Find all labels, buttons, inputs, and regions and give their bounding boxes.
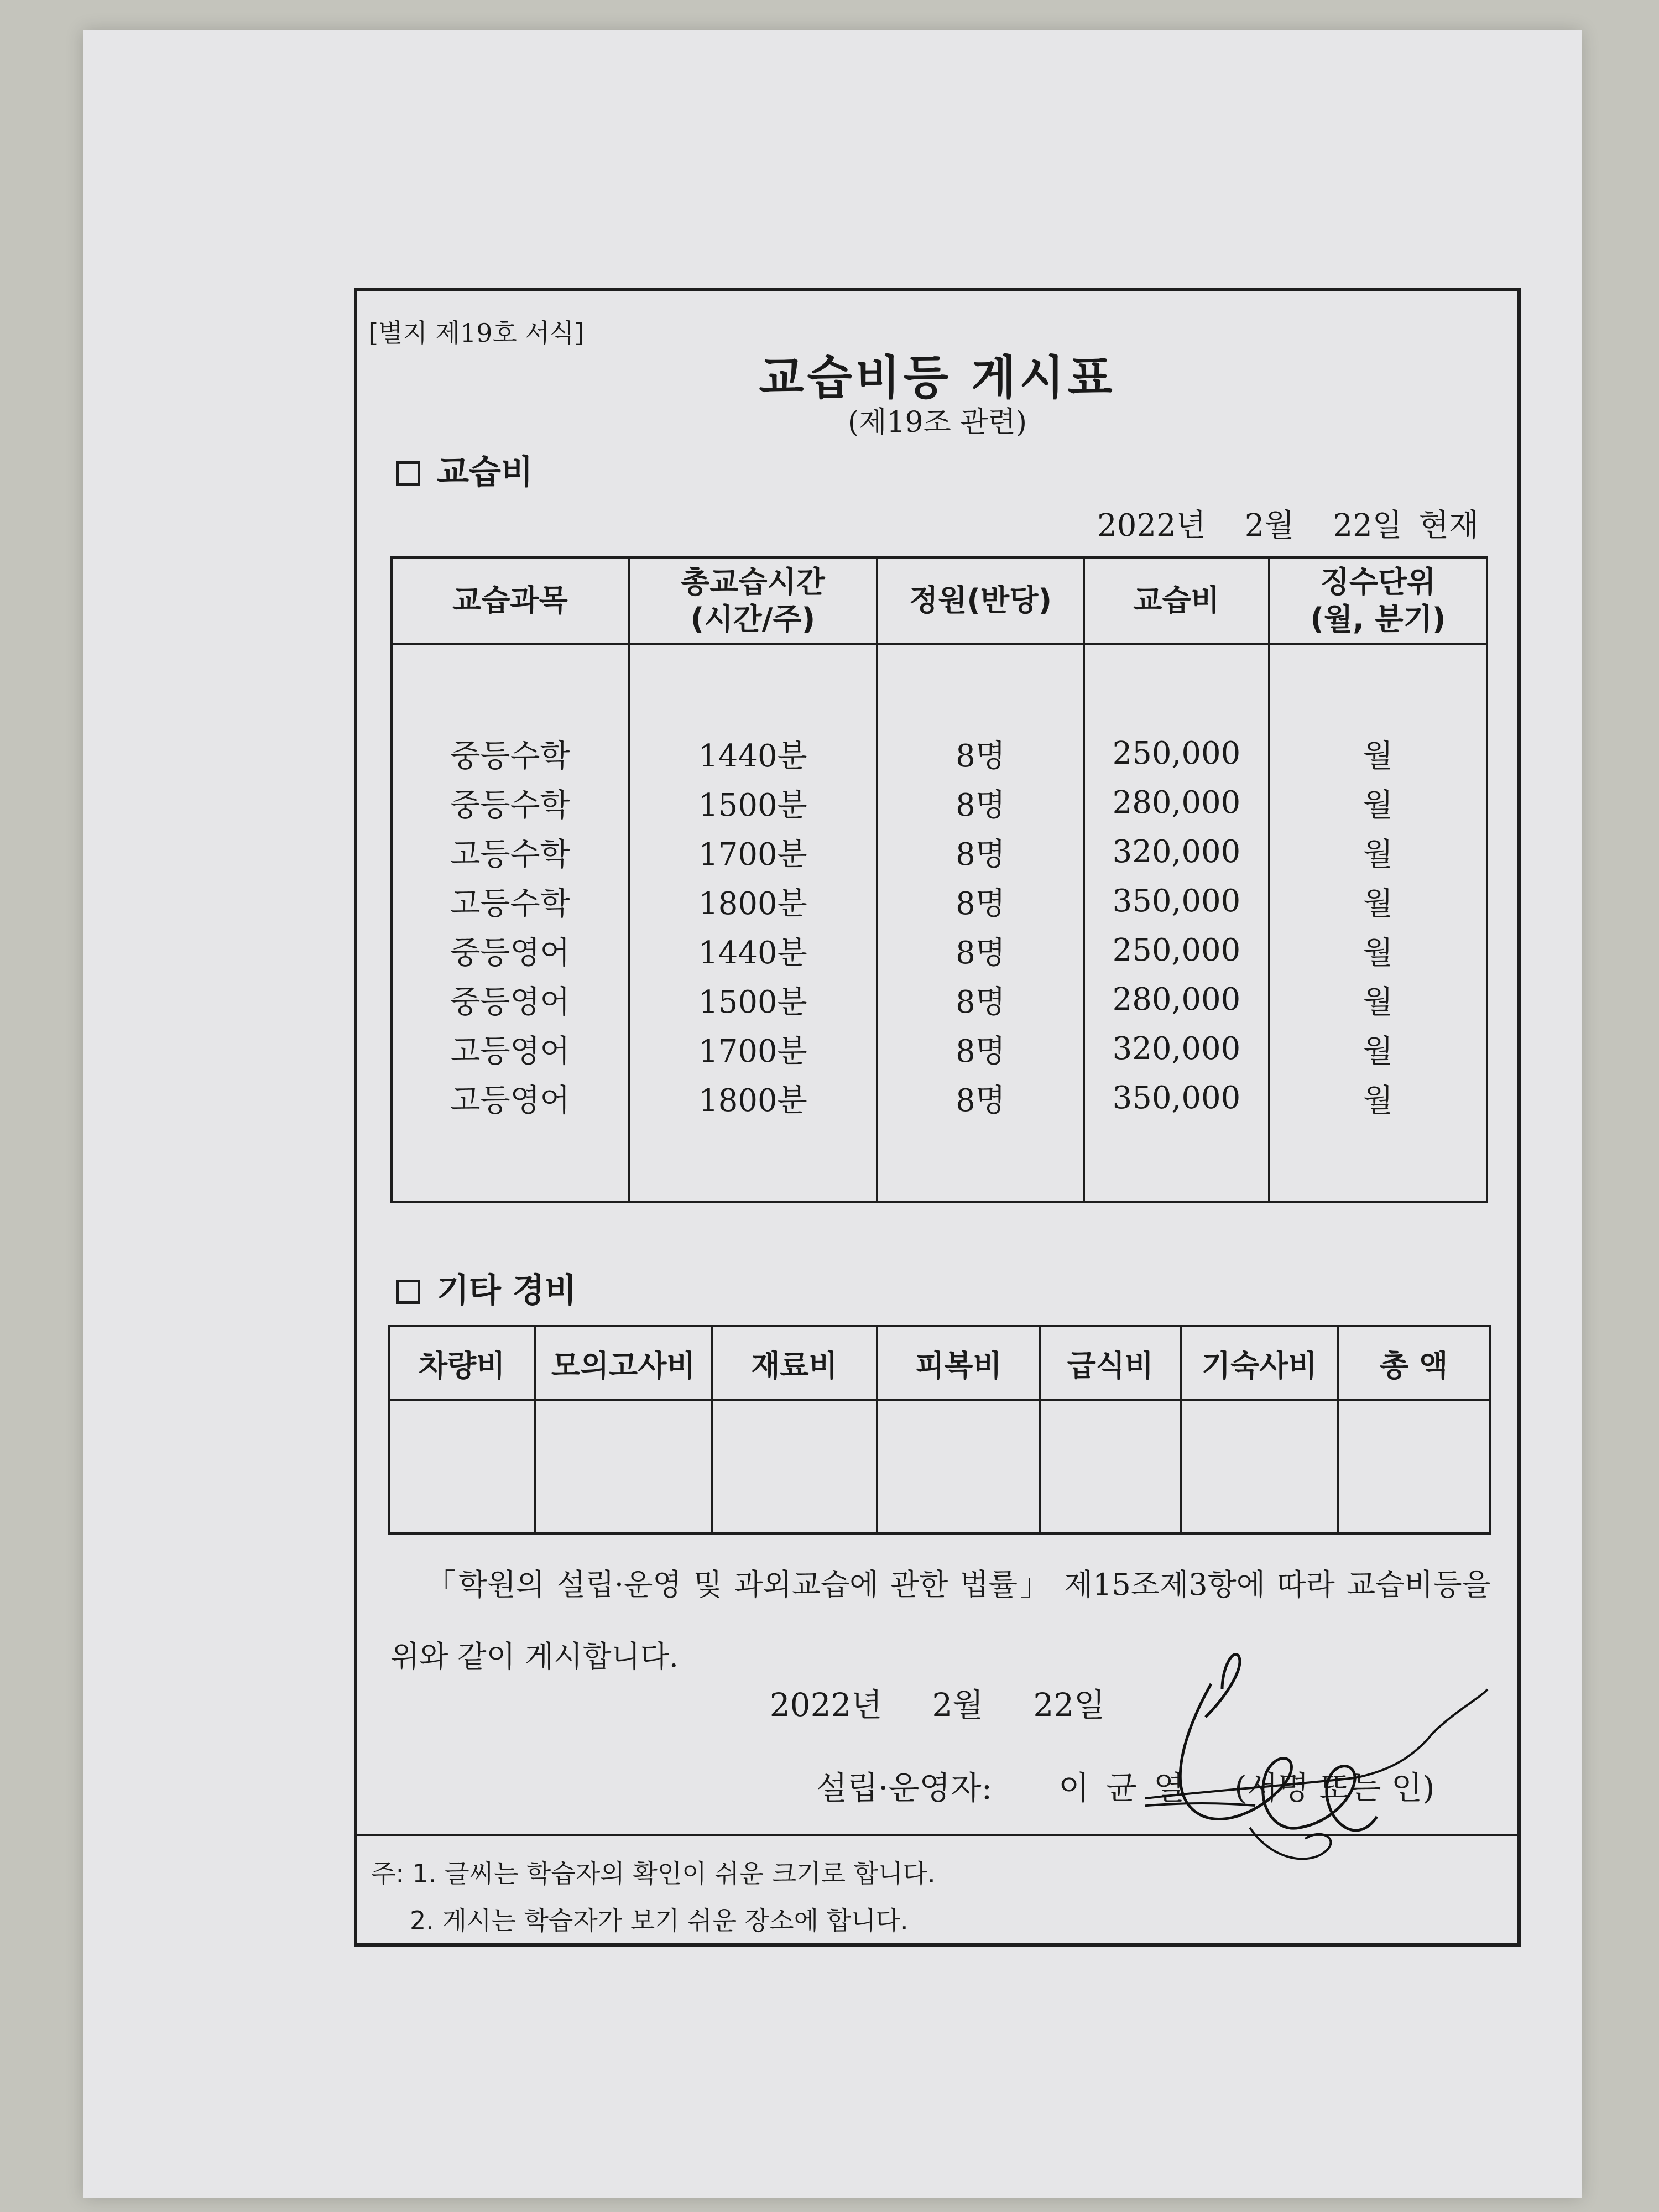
section-other-heading: 기타 경비	[396, 1264, 577, 1312]
table-row	[389, 1400, 1490, 1533]
table-cell: 1500분	[629, 975, 877, 1024]
table-cell: 350,000	[1084, 1073, 1269, 1123]
table-cell: 8명	[877, 729, 1084, 778]
table-cell: 8명	[877, 1073, 1084, 1123]
table-row	[392, 1073, 1487, 1123]
column-header: 총교습시간 (시간/주)	[629, 557, 877, 644]
table-cell: 280,000	[1084, 778, 1269, 827]
table-cell: 8명	[877, 877, 1084, 926]
column-header: 총 액	[1338, 1326, 1490, 1400]
legal-statement: 「학원의 설립·운영 및 과외교습에 관한 법률」 제15조제3항에 따라 교습비등을 위와 같이 게시합니다.	[390, 1567, 1491, 1674]
checkbox-icon	[396, 1280, 420, 1304]
table-row	[392, 729, 1487, 778]
fee-table-header	[392, 557, 1487, 644]
table-cell: 8명	[877, 926, 1084, 975]
table-cell: 1800분	[629, 1073, 877, 1123]
table-cell	[877, 1400, 1040, 1533]
column-header: 징수단위 (월, 분기)	[1269, 557, 1487, 644]
table-cell: 고등수학	[392, 877, 629, 926]
table-cell	[1040, 1400, 1181, 1533]
table-cell: 1800분	[629, 877, 877, 926]
table-cell	[1181, 1400, 1338, 1533]
other-expenses-table	[388, 1325, 1491, 1535]
table-cell: 중등수학	[392, 729, 629, 778]
table-row	[392, 975, 1487, 1024]
column-header: 재료비	[712, 1326, 877, 1400]
table-cell: 중등영어	[392, 926, 629, 975]
page-subtitle: (제19조 관련)	[847, 406, 1027, 439]
column-header: 모의고사비	[535, 1326, 711, 1400]
table-cell: 월	[1269, 827, 1487, 877]
table-cell: 월	[1269, 926, 1487, 975]
founder-line: 설립·운영자: 이균열 (서명 또는 인)	[816, 1769, 1435, 1807]
table-cell: 8명	[877, 778, 1084, 827]
column-header: 교습과목	[392, 557, 629, 644]
column-header: 기숙사비	[1181, 1326, 1338, 1400]
table-cell: 250,000	[1084, 926, 1269, 975]
table-cell: 350,000	[1084, 877, 1269, 926]
page-title: 교습비등 게시표	[759, 351, 1116, 405]
table-row	[392, 877, 1487, 926]
paper-sheet	[83, 30, 1582, 2198]
table-cell: 8명	[877, 975, 1084, 1024]
posting-date: 2022년 2월 22일	[769, 1686, 1105, 1724]
table-cell: 250,000	[1084, 729, 1269, 778]
column-header: 급식비	[1040, 1326, 1181, 1400]
table-cell: 고등영어	[392, 1024, 629, 1073]
table-cell	[712, 1400, 877, 1533]
other-table-header	[389, 1326, 1490, 1400]
table-row	[392, 1024, 1487, 1073]
footnotes	[371, 1850, 936, 1944]
table-cell: 월	[1269, 1073, 1487, 1123]
table-cell: 월	[1269, 778, 1487, 827]
table-row	[392, 778, 1487, 827]
table-cell: 월	[1269, 729, 1487, 778]
column-header: 정원(반당)	[877, 557, 1084, 644]
table-cell: 320,000	[1084, 827, 1269, 877]
form-number: [별지 제19호 서식]	[368, 318, 585, 348]
column-header: 교습비	[1084, 557, 1269, 644]
table-cell: 중등수학	[392, 778, 629, 827]
table-cell: 8명	[877, 1024, 1084, 1073]
section-fee-heading: 교습비	[396, 446, 533, 493]
table-cell: 1700분	[629, 827, 877, 877]
table-cell: 월	[1269, 877, 1487, 926]
table-cell: 중등영어	[392, 975, 629, 1024]
table-cell: 1500분	[629, 778, 877, 827]
footnote: 주: 1. 글씨는 학습자의 확인이 쉬운 크기로 합니다.	[371, 1859, 936, 1888]
table-cell: 월	[1269, 975, 1487, 1024]
table-cell: 고등영어	[392, 1073, 629, 1123]
as-of-date: 2022년 2월 22일 현재	[1097, 508, 1479, 544]
table-cell: 고등수학	[392, 827, 629, 877]
checkbox-icon	[396, 461, 420, 486]
table-cell: 1440분	[629, 729, 877, 778]
table-cell: 8명	[877, 827, 1084, 877]
table-row	[392, 827, 1487, 877]
fee-table	[390, 556, 1488, 1203]
footnote: 2. 게시는 학습자가 보기 쉬운 장소에 합니다.	[410, 1906, 909, 1936]
table-cell: 월	[1269, 1024, 1487, 1073]
table-cell	[535, 1400, 711, 1533]
table-cell	[1338, 1400, 1490, 1533]
table-cell: 280,000	[1084, 975, 1269, 1024]
handwritten-signature	[1145, 1651, 1499, 1883]
table-row	[392, 926, 1487, 975]
column-header: 차량비	[389, 1326, 535, 1400]
table-cell: 320,000	[1084, 1024, 1269, 1073]
table-cell: 1700분	[629, 1024, 877, 1073]
table-cell	[389, 1400, 535, 1533]
column-header: 피복비	[877, 1326, 1040, 1400]
table-cell: 1440분	[629, 926, 877, 975]
